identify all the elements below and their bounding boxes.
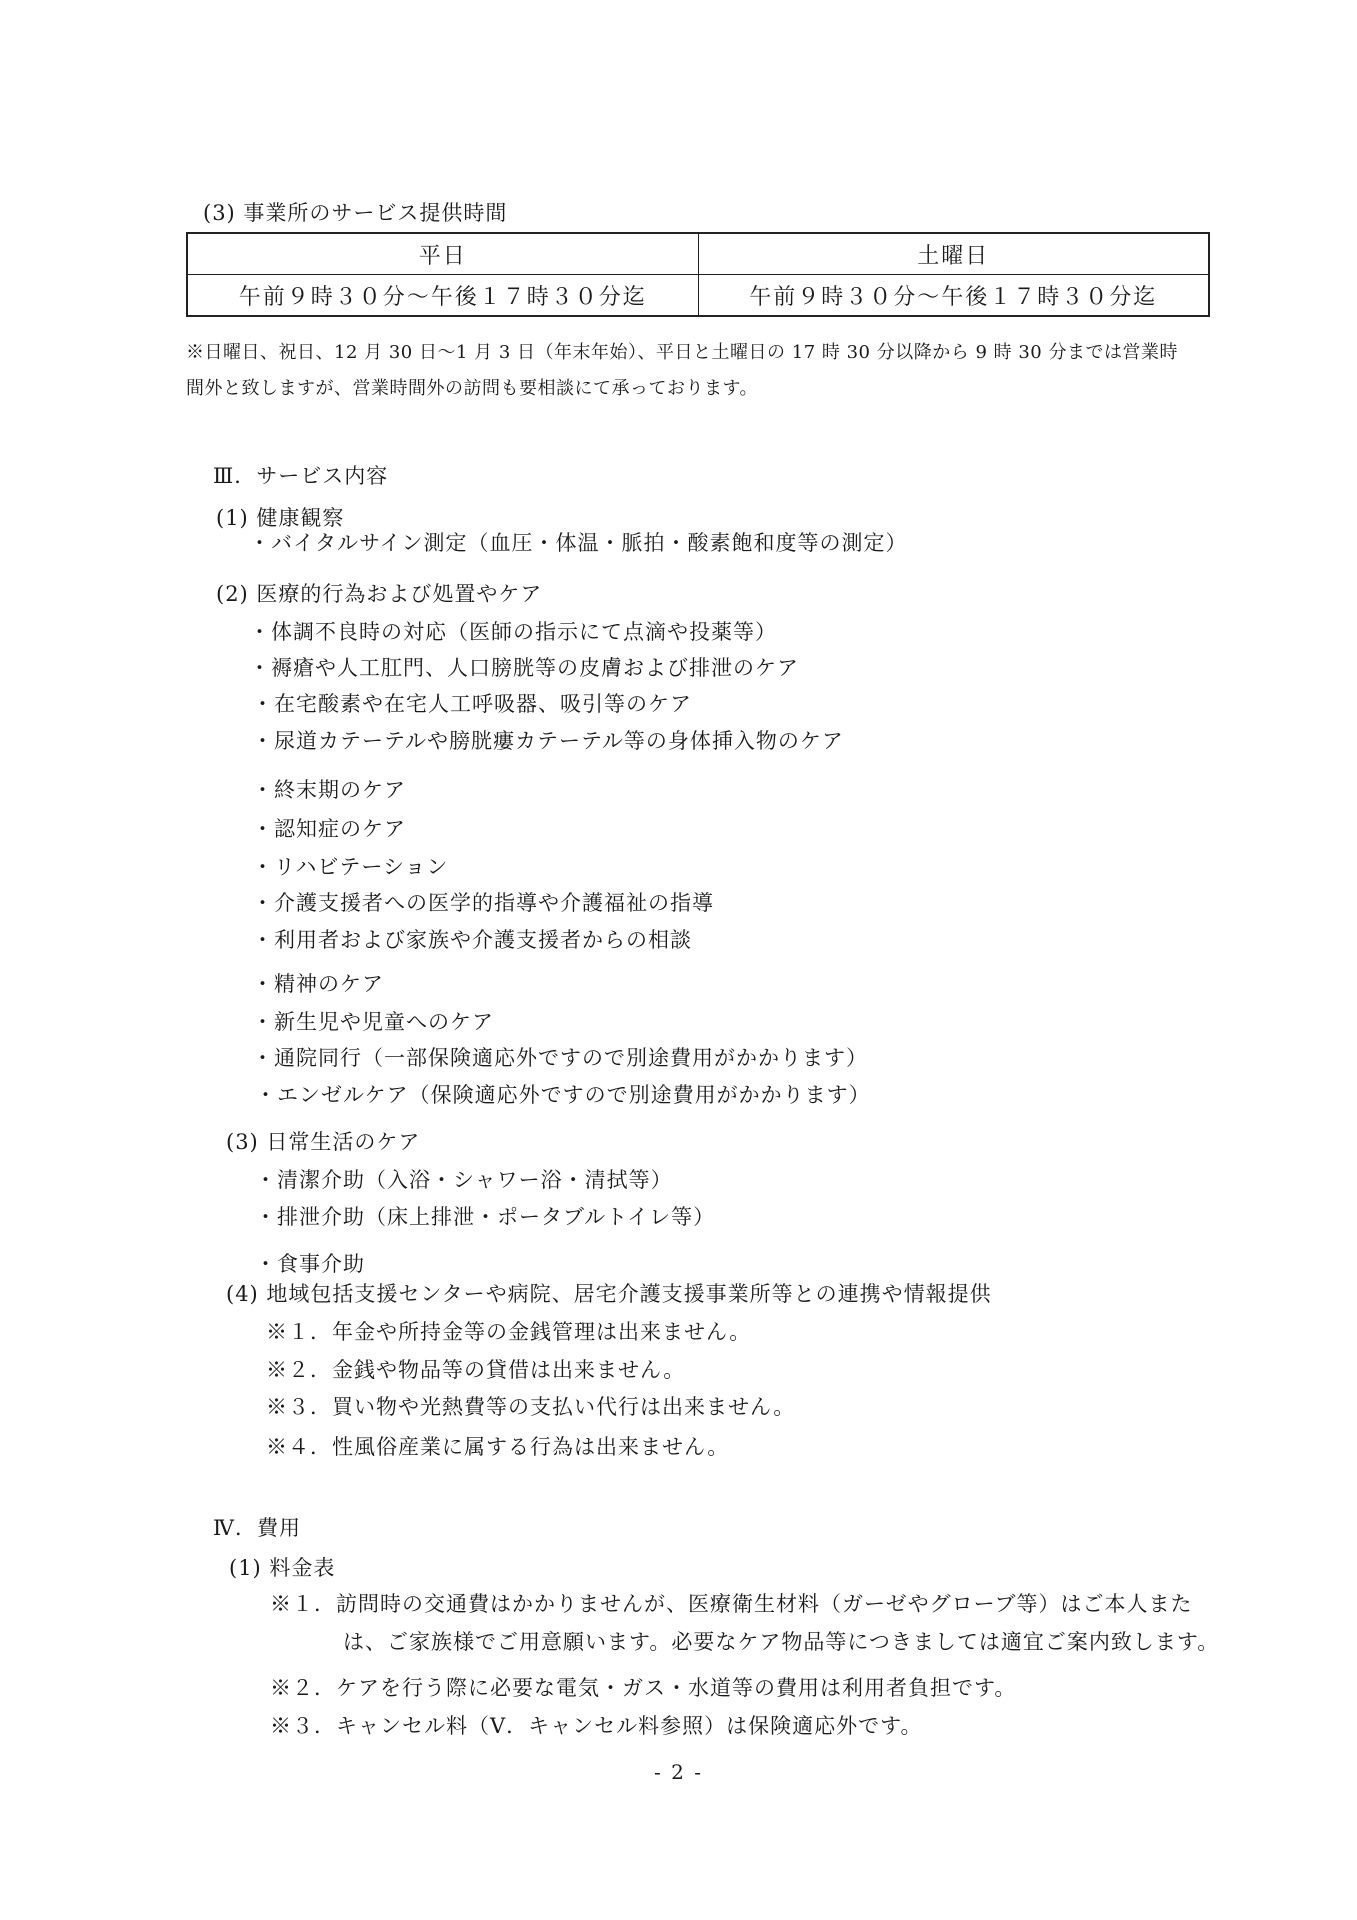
list-item: ・清潔介助（入浴・シャワー浴・清拭等） (255, 1168, 673, 1192)
list-item: ・排泄介助（床上排泄・ポータブルトイレ等） (255, 1205, 716, 1229)
hours-heading: (3) 事業所のサービス提供時間 (203, 201, 508, 225)
list-item: ・褥瘡や人工肛門、人口膀胱等の皮膚および排泄のケア (249, 656, 799, 680)
hours-value-weekday: 午前９時３０分～午後１７時３０分迄 (187, 275, 698, 317)
services-sub3-heading: (3) 日常生活のケア (226, 1130, 421, 1154)
services-sub4-heading: (4) 地域包括支援センターや病院、居宅介護支援事業所等との連携や情報提供 (226, 1282, 992, 1306)
fees-sub1-heading: (1) 料金表 (229, 1556, 336, 1580)
hours-note-line1: ※日曜日、祝日、12 月 30 日～1 月 3 日（年末年始）、平日と土曜日の 17 時 30 分以降から 9 時 30 分までは営業時 (186, 342, 1178, 363)
fees-note1-line1: ※１．訪問時の交通費はかかりませんが、医療衛生材料（ガーゼやグローブ等）はご本人また (270, 1592, 1193, 1616)
list-item: ・エンゼルケア（保険適応外ですので別途費用がかかります） (255, 1083, 871, 1107)
list-item: ・精神のケア (252, 972, 384, 996)
services-title: Ⅲ．サービス内容 (213, 464, 389, 488)
list-item: ・終末期のケア (252, 778, 406, 802)
list-item: ・在宅酸素や在宅人工呼吸器、吸引等のケア (252, 692, 692, 716)
fees-title: Ⅳ．費用 (213, 1516, 301, 1540)
services-sub1-heading: (1) 健康観察 (216, 506, 345, 530)
list-item: ・バイタルサイン測定（血圧・体温・脈拍・酸素飽和度等の測定） (249, 531, 908, 555)
list-item: ・利用者および家族や介護支援者からの相談 (252, 928, 692, 952)
list-item: ※２．金銭や物品等の貸借は出来ません。 (266, 1358, 686, 1382)
hours-value-saturday: 午前９時３０分～午後１７時３０分迄 (698, 275, 1209, 317)
services-sub2-heading: (2) 医療的行為および処置やケア (216, 582, 543, 606)
list-item: ・通院同行（一部保険適応外ですので別途費用がかかります） (252, 1046, 868, 1070)
hours-header-weekday: 平日 (187, 233, 698, 275)
list-item: ※１．年金や所持金等の金銭管理は出来ません。 (266, 1320, 752, 1344)
fees-note2: ※２．ケアを行う際に必要な電気・ガス・水道等の費用は利用者負担です。 (270, 1676, 1017, 1700)
list-item: ・介護支援者への医学的指導や介護福祉の指導 (252, 891, 714, 915)
list-item: ・リハビテーション (252, 855, 449, 879)
fees-note1-line2: は、ご家族様でご用意願います。必要なケア物品等につきましては適宜ご案内致します。 (343, 1630, 1220, 1654)
fees-note3: ※３．キャンセル料（Ⅴ．キャンセル料参照）は保険適応外です。 (270, 1714, 923, 1738)
hours-table (186, 232, 1210, 317)
list-item: ・食事介助 (255, 1252, 365, 1276)
list-item: ・尿道カテーテルや膀胱瘻カテーテル等の身体挿入物のケア (252, 729, 844, 753)
list-item: ※４．性風俗産業に属する行為は出来ません。 (266, 1435, 730, 1459)
list-item: ※３．買い物や光熱費等の支払い代行は出来ません。 (266, 1395, 796, 1419)
hours-header-saturday: 土曜日 (698, 233, 1209, 275)
list-item: ・認知症のケア (252, 817, 406, 841)
hours-note-line2: 間外と致しますが、営業時間外の訪問も要相談にて承っております。 (186, 378, 759, 399)
list-item: ・新生児や児童へのケア (252, 1010, 494, 1034)
list-item: ・体調不良時の対応（医師の指示にて点滴や投薬等） (249, 620, 777, 644)
page-number: - 2 - (654, 1760, 703, 1784)
